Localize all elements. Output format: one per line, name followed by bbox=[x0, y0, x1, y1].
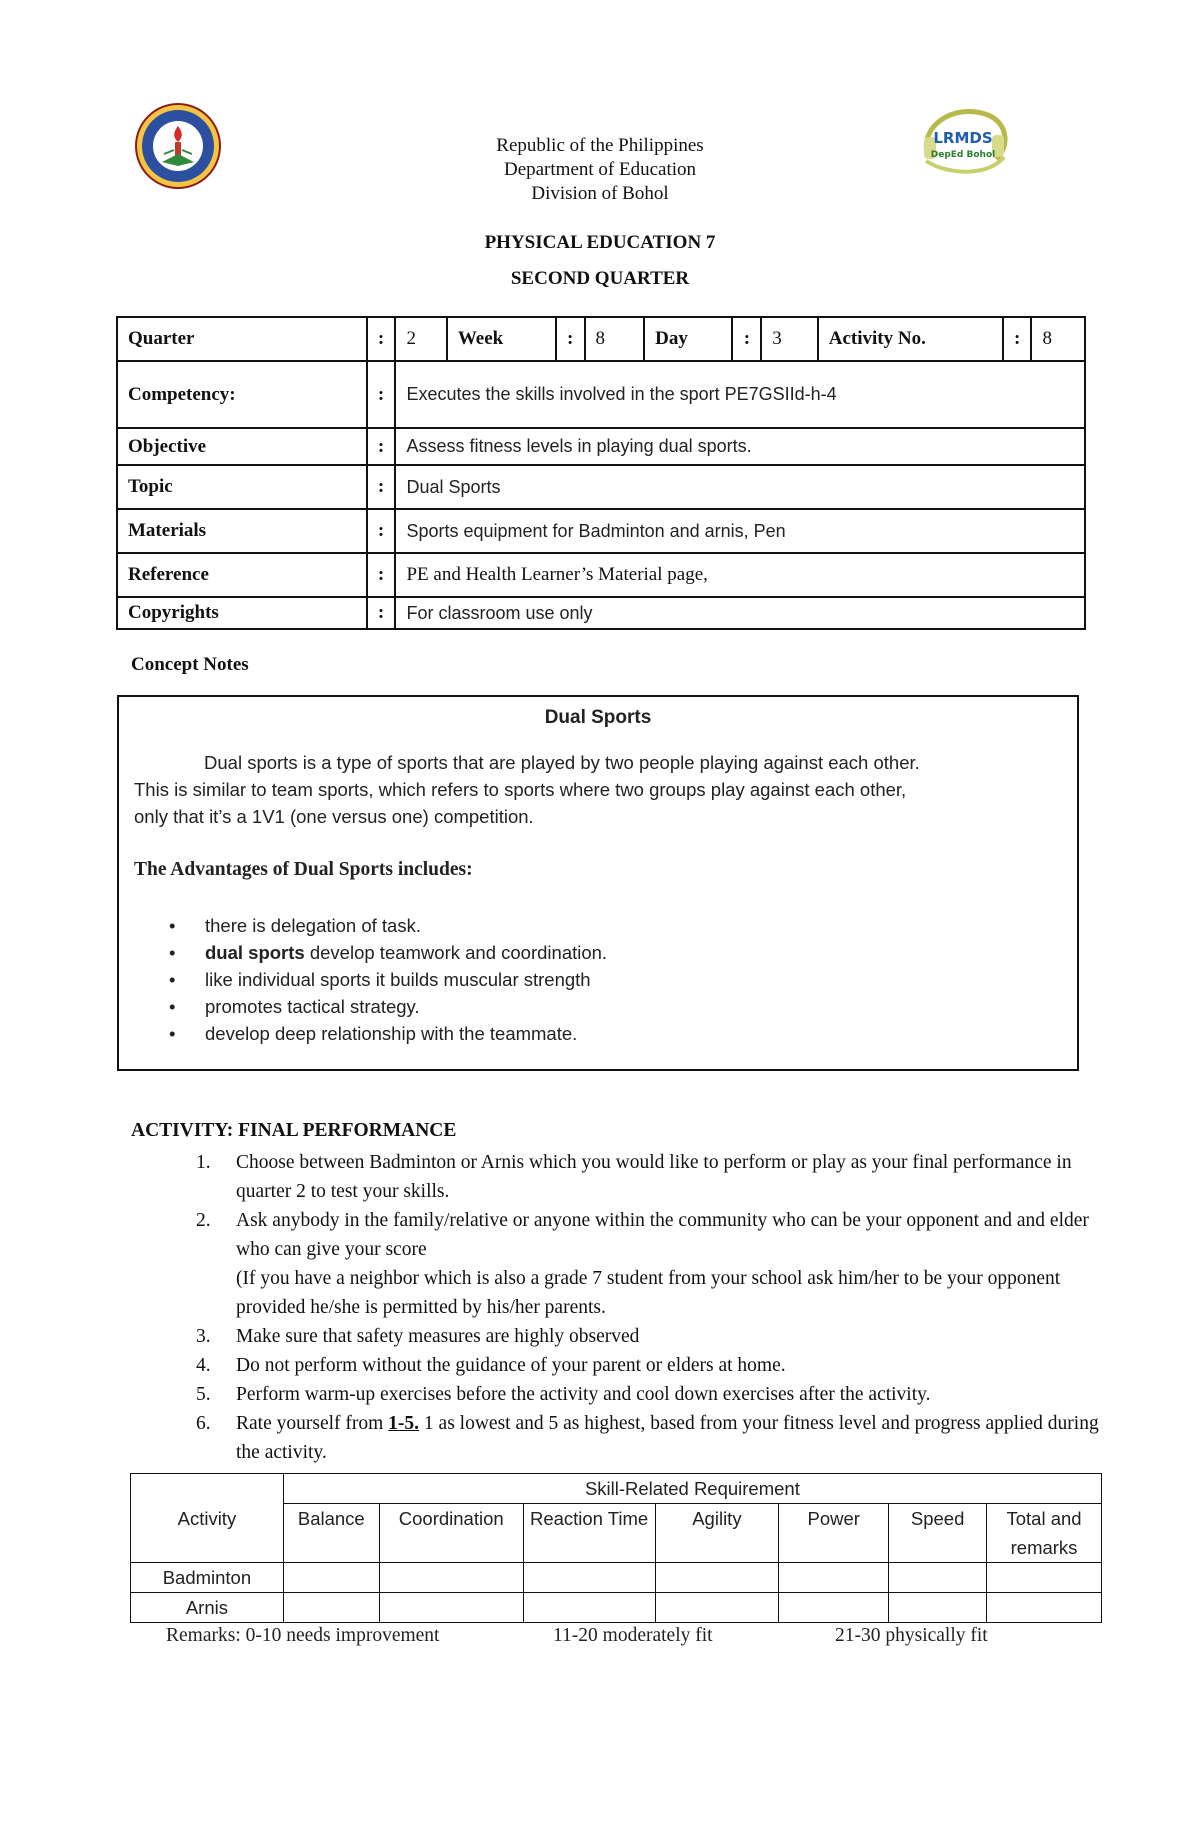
step-text: Rate yourself from bbox=[236, 1413, 389, 1434]
list-item: • develop deep relationship with the teammate. bbox=[169, 1020, 607, 1047]
remarks-needs-improvement: Remarks: 0-10 needs improvement bbox=[166, 1625, 440, 1646]
rubric-header-row bbox=[131, 1474, 1102, 1504]
header-division: Division of Bohol bbox=[531, 183, 669, 204]
svg-text:DepEd Bohol: DepEd Bohol bbox=[930, 150, 996, 160]
colon: : bbox=[367, 465, 396, 509]
topic-value: Dual Sports bbox=[395, 465, 1085, 509]
step-item bbox=[196, 1206, 1106, 1322]
step-item bbox=[196, 1409, 1106, 1467]
score-cell[interactable] bbox=[987, 1563, 1102, 1593]
rubric-col-speed: Speed bbox=[889, 1504, 987, 1563]
list-item-text: develop teamwork and coordination. bbox=[309, 942, 608, 963]
step-number: 2. bbox=[196, 1210, 211, 1231]
activity-no-value: 8 bbox=[1031, 317, 1085, 361]
score-cell[interactable] bbox=[779, 1563, 889, 1593]
info-row-competency bbox=[117, 361, 1085, 428]
header-republic: Republic of the Philippines bbox=[496, 135, 704, 156]
score-cell[interactable] bbox=[655, 1593, 779, 1623]
document-title: PHYSICAL EDUCATION 7 bbox=[484, 232, 716, 253]
remarks-physically-fit: 21-30 physically fit bbox=[835, 1625, 988, 1646]
score-cell[interactable] bbox=[523, 1593, 655, 1623]
concept-line-2: This is similar to team sports, which refers to sports where two groups play against each other, bbox=[134, 779, 907, 800]
reference-value: PE and Health Learner’s Material page, bbox=[395, 553, 1085, 597]
list-item: • there is delegation of task. bbox=[169, 912, 607, 939]
quarter-label: Quarter bbox=[117, 317, 367, 361]
rubric-row-arnis: Arnis bbox=[131, 1593, 284, 1623]
rubric-row-badminton: Badminton bbox=[131, 1563, 284, 1593]
week-label: Week bbox=[447, 317, 556, 361]
score-cell[interactable] bbox=[283, 1593, 379, 1623]
objective-label: Objective bbox=[117, 428, 367, 465]
concept-box-title: Dual Sports bbox=[544, 707, 652, 728]
info-row-copyrights bbox=[117, 597, 1085, 629]
colon: : bbox=[732, 317, 761, 361]
step-number: 5. bbox=[196, 1384, 211, 1405]
colon: : bbox=[556, 317, 585, 361]
step-item bbox=[196, 1351, 1106, 1380]
step-text: 1 as lowest and 5 as highest, based from your fitness level and progress applied during the activity. bbox=[236, 1413, 1099, 1463]
rubric-col-agility: Agility bbox=[655, 1504, 779, 1563]
score-cell[interactable] bbox=[987, 1593, 1102, 1623]
concept-notes-heading: Concept Notes bbox=[131, 654, 249, 675]
colon: : bbox=[367, 317, 396, 361]
concept-notes-box bbox=[117, 695, 1079, 1071]
advantages-heading: The Advantages of Dual Sports includes: bbox=[134, 859, 473, 880]
info-row-topic bbox=[117, 465, 1085, 509]
remarks-moderately-fit: 11-20 moderately fit bbox=[553, 1625, 713, 1646]
rubric-activity-header: Activity bbox=[131, 1474, 284, 1563]
header-department: Department of Education bbox=[503, 159, 697, 180]
score-cell[interactable] bbox=[889, 1563, 987, 1593]
activity-steps bbox=[196, 1148, 1106, 1467]
step-text: Do not perform without the guidance of your parent or elders at home. bbox=[236, 1355, 786, 1376]
concept-paragraph bbox=[134, 749, 1054, 830]
day-label: Day bbox=[644, 317, 732, 361]
score-cell[interactable] bbox=[523, 1563, 655, 1593]
step-text: Perform warm-up exercises before the activity and cool down exercises after the activity. bbox=[236, 1384, 931, 1405]
score-cell[interactable] bbox=[283, 1563, 379, 1593]
colon: : bbox=[367, 361, 396, 428]
score-cell[interactable] bbox=[379, 1593, 523, 1623]
step-text: Ask anybody in the family/relative or anyone within the community who can be your opponent and and elder who can give your score bbox=[236, 1210, 1089, 1260]
table-row bbox=[131, 1563, 1102, 1593]
step-number: 6. bbox=[196, 1413, 211, 1434]
step-text: Choose between Badminton or Arnis which you would like to perform or play as your final performance in quarter 2 to test your skills. bbox=[236, 1152, 1072, 1202]
step-item bbox=[196, 1148, 1106, 1206]
rubric-col-balance: Balance bbox=[283, 1504, 379, 1563]
score-cell[interactable] bbox=[655, 1563, 779, 1593]
table-row bbox=[131, 1593, 1102, 1623]
step-item bbox=[196, 1322, 1106, 1351]
competency-label: Competency: bbox=[117, 361, 367, 428]
step-number: 3. bbox=[196, 1326, 211, 1347]
step-text: Make sure that safety measures are highly observed bbox=[236, 1326, 640, 1347]
copyrights-label: Copyrights bbox=[117, 597, 367, 629]
rubric-col-coordination: Coordination bbox=[379, 1504, 523, 1563]
step-text-note: (If you have a neighbor which is also a grade 7 student from your school ask him/her to be your opponent provided he/she is permitted by his/her parents. bbox=[236, 1268, 1061, 1318]
day-value: 3 bbox=[761, 317, 818, 361]
colon: : bbox=[1003, 317, 1032, 361]
rating-range: 1-5. bbox=[388, 1413, 420, 1434]
list-item: • like individual sports it builds muscular strength bbox=[169, 966, 607, 993]
colon: : bbox=[367, 553, 396, 597]
activity-title: ACTIVITY: FINAL PERFORMANCE bbox=[131, 1120, 457, 1141]
concept-line-3: only that it’s a 1V1 (one versus one) competition. bbox=[134, 806, 534, 827]
quarter-value: 2 bbox=[395, 317, 446, 361]
lesson-info-table bbox=[116, 316, 1086, 630]
objective-value: Assess fitness levels in playing dual sports. bbox=[395, 428, 1085, 465]
colon: : bbox=[367, 509, 396, 553]
info-row-objective bbox=[117, 428, 1085, 465]
week-value: 8 bbox=[585, 317, 645, 361]
advantages-list bbox=[169, 912, 607, 1047]
list-item bbox=[169, 939, 607, 966]
competency-value: Executes the skills involved in the sport PE7GSIId-h-4 bbox=[395, 361, 1085, 428]
score-cell[interactable] bbox=[779, 1593, 889, 1623]
materials-label: Materials bbox=[117, 509, 367, 553]
info-row-reference bbox=[117, 553, 1085, 597]
rubric-group-header: Skill-Related Requirement bbox=[283, 1474, 1101, 1504]
topic-label: Topic bbox=[117, 465, 367, 509]
svg-text:LRMDS: LRMDS bbox=[933, 129, 993, 147]
concept-line-1: Dual sports is a type of sports that are played by two people playing against each other. bbox=[204, 752, 920, 773]
document-subtitle: SECOND QUARTER bbox=[510, 268, 690, 289]
rating-rubric-table bbox=[130, 1473, 1102, 1623]
rubric-col-reaction-time: Reaction Time bbox=[523, 1504, 655, 1563]
bold-term: dual sports bbox=[205, 942, 305, 963]
colon: : bbox=[367, 597, 396, 629]
step-number: 4. bbox=[196, 1355, 211, 1376]
step-number: 1. bbox=[196, 1152, 211, 1173]
score-cell[interactable] bbox=[889, 1593, 987, 1623]
info-row-quarter bbox=[117, 317, 1085, 361]
colon: : bbox=[367, 428, 396, 465]
rubric-col-power: Power bbox=[779, 1504, 889, 1563]
info-row-materials bbox=[117, 509, 1085, 553]
score-cell[interactable] bbox=[379, 1563, 523, 1593]
activity-no-label: Activity No. bbox=[818, 317, 1003, 361]
rubric-col-total: Total and remarks bbox=[987, 1504, 1102, 1563]
reference-label: Reference bbox=[117, 553, 367, 597]
step-item bbox=[196, 1380, 1106, 1409]
list-item: • promotes tactical strategy. bbox=[169, 993, 607, 1020]
copyrights-value: For classroom use only bbox=[395, 597, 1085, 629]
materials-value: Sports equipment for Badminton and arnis, Pen bbox=[395, 509, 1085, 553]
